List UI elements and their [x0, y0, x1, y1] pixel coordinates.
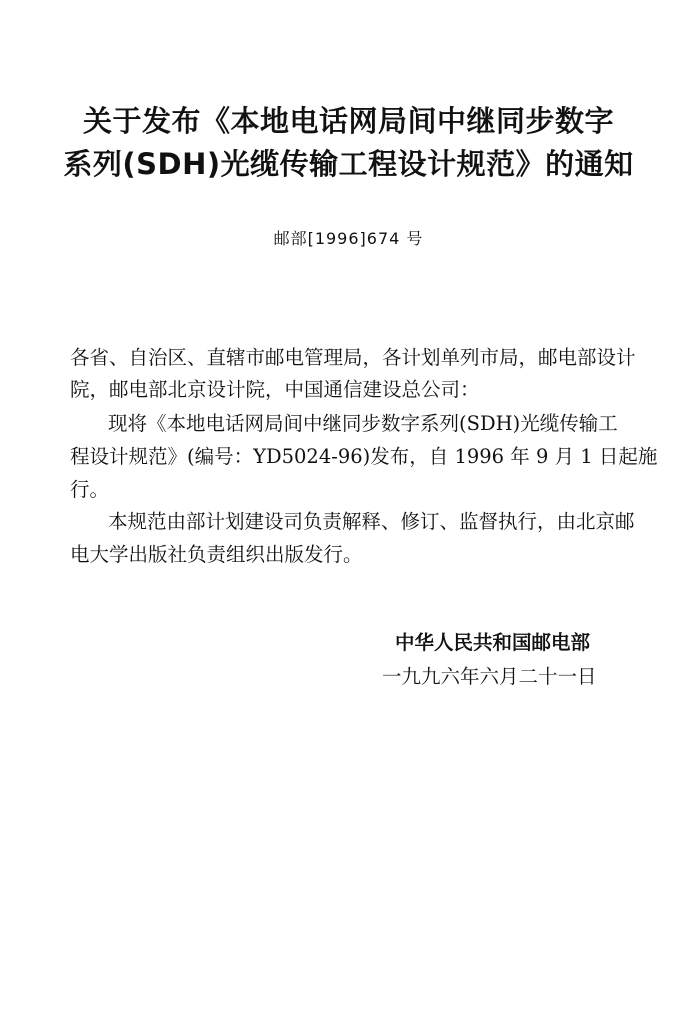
body-line-6: 本规范由部计划建设司负责解释、修订、监督执行，由北京邮: [108, 510, 635, 533]
body-line-4: 程设计规范》(编号：YD5024-96)发布，自 1996 年 9 月 1 日起施: [70, 445, 658, 468]
title-line-1: 关于发布《本地电话网局间中继同步数字: [82, 104, 614, 138]
title-line-2: 系列(SDH)光缆传输工程设计规范》的通知: [63, 147, 634, 181]
body-line-7: 电大学出版社负责组织出版发行。: [70, 543, 363, 566]
body-line-2: 院，邮电部北京设计院，中国通信建设总公司：: [70, 378, 480, 401]
signature-date: 一九九六年六月二十一日: [382, 665, 597, 688]
body-line-5: 行。: [70, 478, 110, 501]
body-line-1: 各省、自治区、直辖市邮电管理局，各计划单列市局，邮电部设计: [70, 346, 636, 369]
document-number: 邮部[1996]674 号: [273, 229, 424, 248]
signature-organization: 中华人民共和国邮电部: [395, 631, 591, 654]
body-line-3: 现将《本地电话网局间中继同步数字系列(SDH)光缆传输工: [108, 412, 618, 435]
